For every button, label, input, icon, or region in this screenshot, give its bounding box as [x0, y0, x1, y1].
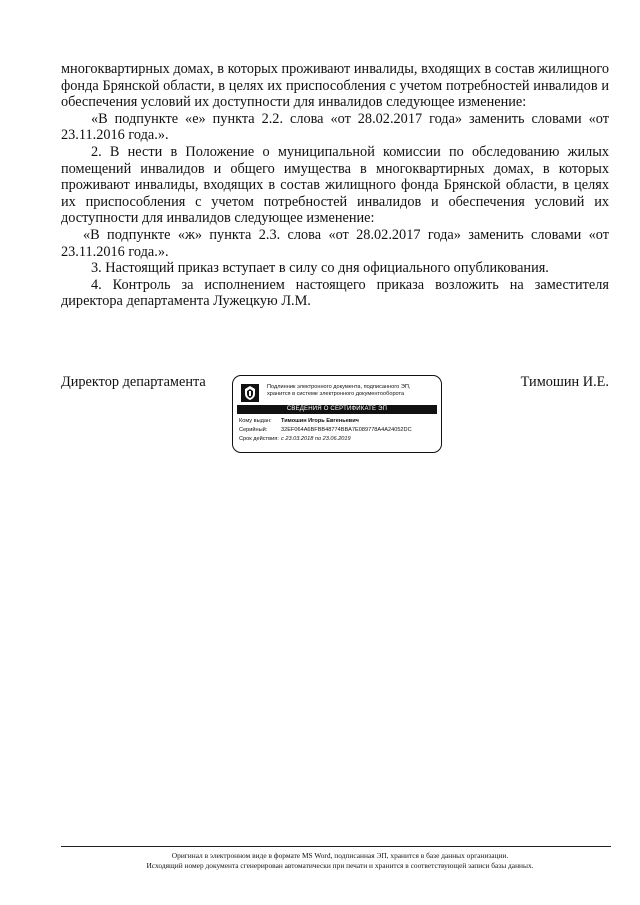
- validity-row: [239, 435, 437, 444]
- serial-label: Серийный:: [239, 427, 268, 433]
- paragraph-5: 3. Настоящий приказ вступает в силу со дня официального опубликования.: [91, 260, 549, 277]
- signer-position: Директор департамента: [61, 374, 206, 390]
- validity-value: с 23.03.2018 по 23.06.2019: [281, 436, 351, 442]
- serial-row: [239, 426, 437, 435]
- coat-of-arms-icon: [240, 383, 260, 403]
- certificate-details: [239, 417, 437, 444]
- footer-divider: [61, 846, 611, 847]
- e-signature-stamp: [232, 375, 442, 453]
- signer-name: Тимошин И.Е.: [520, 374, 609, 390]
- paragraph-1: многоквартирных домах, в которых проживают инвалиды, входящих в состав жилищного фонда Брянской области, в целях их приспособления с учетом потребностей инвалидов и обеспечения условий их доступности для инвалидов следующее изменение:: [61, 61, 609, 111]
- certificate-title: СВЕДЕНИЯ О СЕРТИФИКАТЕ ЭП: [237, 405, 437, 414]
- footer-line-1: Оригинал в электронном виде в формате MS Word, подписанная ЭП, хранится в базе данных организации.: [171, 851, 509, 860]
- footer-line-2: Исходящий номер документа сгенерирован автоматически при печати и хранится в соответствующей записи базы данных.: [146, 861, 534, 870]
- paragraph-2: «В подпункте «е» пункта 2.2. слова «от 28.02.2017 года» заменить словами «от 23.11.2016 года.».: [61, 110, 609, 144]
- issued-value: Тимошин Игорь Евгеньевич: [281, 418, 359, 424]
- validity-label: Срок действия:: [239, 436, 279, 442]
- serial-value: 32EF064A6BFBB48774BBA7E089778A4A24052DC: [281, 427, 412, 433]
- issued-row: [239, 417, 437, 426]
- document-body: [61, 61, 609, 310]
- stamp-header: Подлинник электронного документа, подписанного ЭП, хранится в системе электронного документооборота: [267, 384, 411, 397]
- footer-note: [40, 851, 640, 871]
- paragraph-6: 4. Контроль за исполнением настоящего приказа возложить на заместителя директора департамента Лужецкую Л.М.: [61, 276, 609, 310]
- issued-label: Кому выдан:: [239, 418, 272, 424]
- paragraph-3: 2. В нести в Положение о муниципальной комиссии по обследованию жилых помещений инвалидов и общего имущества в многоквартирных домах, в которых проживают инвалиды, входящих в состав жилищного фонда Брянской области, в целях их приспособления с учетом потребностей инвалидов и обеспечения условий их доступности для инвалидов следующее изменение:: [61, 143, 609, 227]
- paragraph-4: «В подпункте «ж» пункта 2.3. слова «от 28.02.2017 года» заменить словами «от 23.11.2016 года.».: [61, 226, 609, 260]
